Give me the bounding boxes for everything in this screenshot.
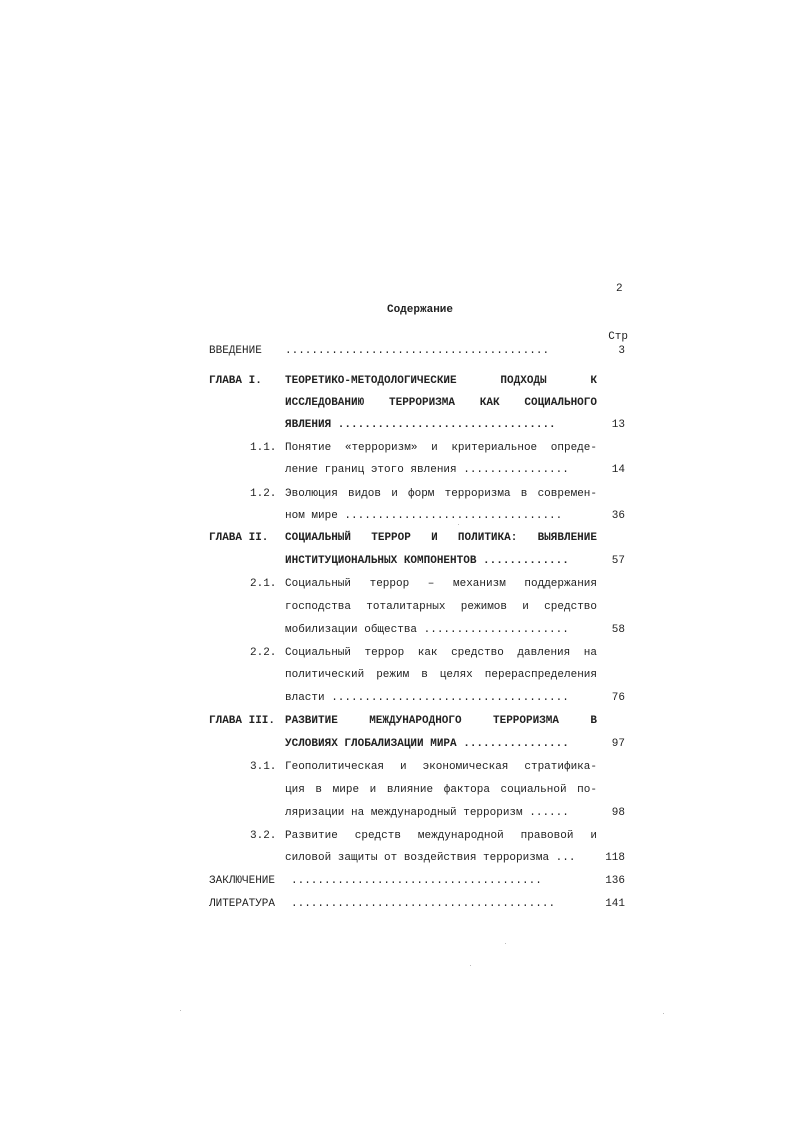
scan-speck bbox=[180, 1010, 181, 1011]
toc-text-section-2-2-line-3: власти .................................... bbox=[285, 692, 569, 704]
toc-title: Содержание bbox=[386, 304, 453, 316]
toc-label-chapter-3: ГЛАВА III. bbox=[209, 715, 276, 727]
toc-text-section-3-2-line-1: Развитие средств международной правовой и bbox=[285, 830, 597, 842]
toc-text-section-3-1-line-3: ляризации на международный терроризм ...... bbox=[285, 807, 569, 819]
toc-page-section-2-1: 58 bbox=[611, 624, 625, 636]
toc-text-section-1-2-line-2: ном мире ................................. bbox=[285, 510, 563, 522]
toc-label-section-1-2: 1.2. bbox=[250, 488, 277, 500]
toc-label-section-1-1: 1.1. bbox=[250, 442, 277, 454]
toc-label-conclusion: ЗАКЛЮЧЕНИЕ bbox=[209, 875, 276, 887]
toc-text-chapter-3-line-2: УСЛОВИЯХ ГЛОБАЛИЗАЦИИ МИРА ................ bbox=[285, 738, 569, 750]
toc-text-section-1-2-line-1: Эволюция видов и форм терроризма в современ- bbox=[285, 488, 597, 500]
scan-speck bbox=[505, 943, 506, 944]
toc-label-introduction: ВВЕДЕНИЕ bbox=[209, 345, 262, 357]
toc-text-chapter-1-line-3: ЯВЛЕНИЯ ................................. bbox=[285, 419, 556, 431]
toc-page-chapter-2: 57 bbox=[611, 555, 625, 567]
toc-text-chapter-3-line-1: РАЗВИТИЕ МЕЖДУНАРОДНОГО ТЕРРОРИЗМА В bbox=[285, 715, 597, 727]
toc-label-section-2-2: 2.2. bbox=[250, 647, 277, 659]
toc-text-section-2-2-line-2: политический режим в целях перераспределения bbox=[285, 669, 597, 681]
toc-text-section-2-1-line-2: господства тоталитарных режимов и средство bbox=[285, 601, 597, 613]
toc-label-references: ЛИТЕРАТУРА bbox=[209, 898, 276, 910]
toc-page-chapter-3: 97 bbox=[611, 738, 625, 750]
toc-text-section-1-1-line-1: Понятие «терроризм» и критериальное опреде- bbox=[285, 442, 597, 454]
toc-label-section-3-1: 3.1. bbox=[250, 761, 277, 773]
toc-text-chapter-2-line-2: ИНСТИТУЦИОНАЛЬНЫХ КОМПОНЕНТОВ ............. bbox=[285, 555, 569, 567]
toc-page-chapter-1: 13 bbox=[611, 419, 625, 431]
toc-label-section-2-1: 2.1. bbox=[250, 578, 277, 590]
toc-text-section-3-2-line-2: силовой защиты от воздействия терроризма ... bbox=[285, 852, 576, 864]
toc-page-section-1-2: 36 bbox=[611, 510, 625, 522]
toc-page-section-1-1: 14 bbox=[611, 464, 625, 476]
toc-text-section-3-1-line-1: Геополитическая и экономическая стратифика- bbox=[285, 761, 597, 773]
toc-text-section-2-1-line-3: мобилизации общества ...................... bbox=[285, 624, 569, 636]
toc-label-section-3-2: 3.2. bbox=[250, 830, 277, 842]
toc-page-conclusion: 136 bbox=[605, 875, 625, 887]
toc-page-section-2-2: 76 bbox=[611, 692, 625, 704]
scan-speck bbox=[458, 524, 459, 525]
page-column-header: Стр bbox=[608, 331, 628, 343]
toc-text-section-3-1-line-2: ция в мире и влияние фактора социальной по- bbox=[285, 784, 597, 796]
toc-dots: ........................................ bbox=[291, 898, 556, 910]
toc-text-chapter-1-line-1: ТЕОРЕТИКО-МЕТОДОЛОГИЧЕСКИЕ ПОДХОДЫ К bbox=[285, 375, 597, 387]
toc-text-section-2-1-line-1: Социальный террор – механизм поддержания bbox=[285, 578, 597, 590]
toc-text-section-2-2-line-1: Социальный террор как средство давления на bbox=[285, 647, 597, 659]
toc-label-chapter-2: ГЛАВА II. bbox=[209, 532, 269, 544]
toc-text-chapter-1-line-2: ИССЛЕДОВАНИЮ ТЕРРОРИЗМА КАК СОЦИАЛЬНОГО bbox=[285, 397, 597, 409]
scan-speck bbox=[470, 965, 471, 966]
toc-page-section-3-2: 118 bbox=[605, 852, 625, 864]
toc-dots: ........................................ bbox=[285, 345, 550, 357]
toc-label-chapter-1: ГЛАВА I. bbox=[209, 375, 262, 387]
toc-text-section-1-1-line-2: ление границ этого явления ................ bbox=[285, 464, 569, 476]
toc-text-chapter-2-line-1: СОЦИАЛЬНЫЙ ТЕРРОР И ПОЛИТИКА: ВЫЯВЛЕНИЕ bbox=[285, 532, 597, 544]
scan-speck bbox=[663, 1013, 664, 1014]
toc-page-introduction: 3 bbox=[618, 345, 625, 357]
toc-dots: ...................................... bbox=[291, 875, 542, 887]
toc-page-references: 141 bbox=[605, 898, 625, 910]
toc-page-section-3-1: 98 bbox=[611, 807, 625, 819]
page-number: 2 bbox=[616, 283, 623, 295]
